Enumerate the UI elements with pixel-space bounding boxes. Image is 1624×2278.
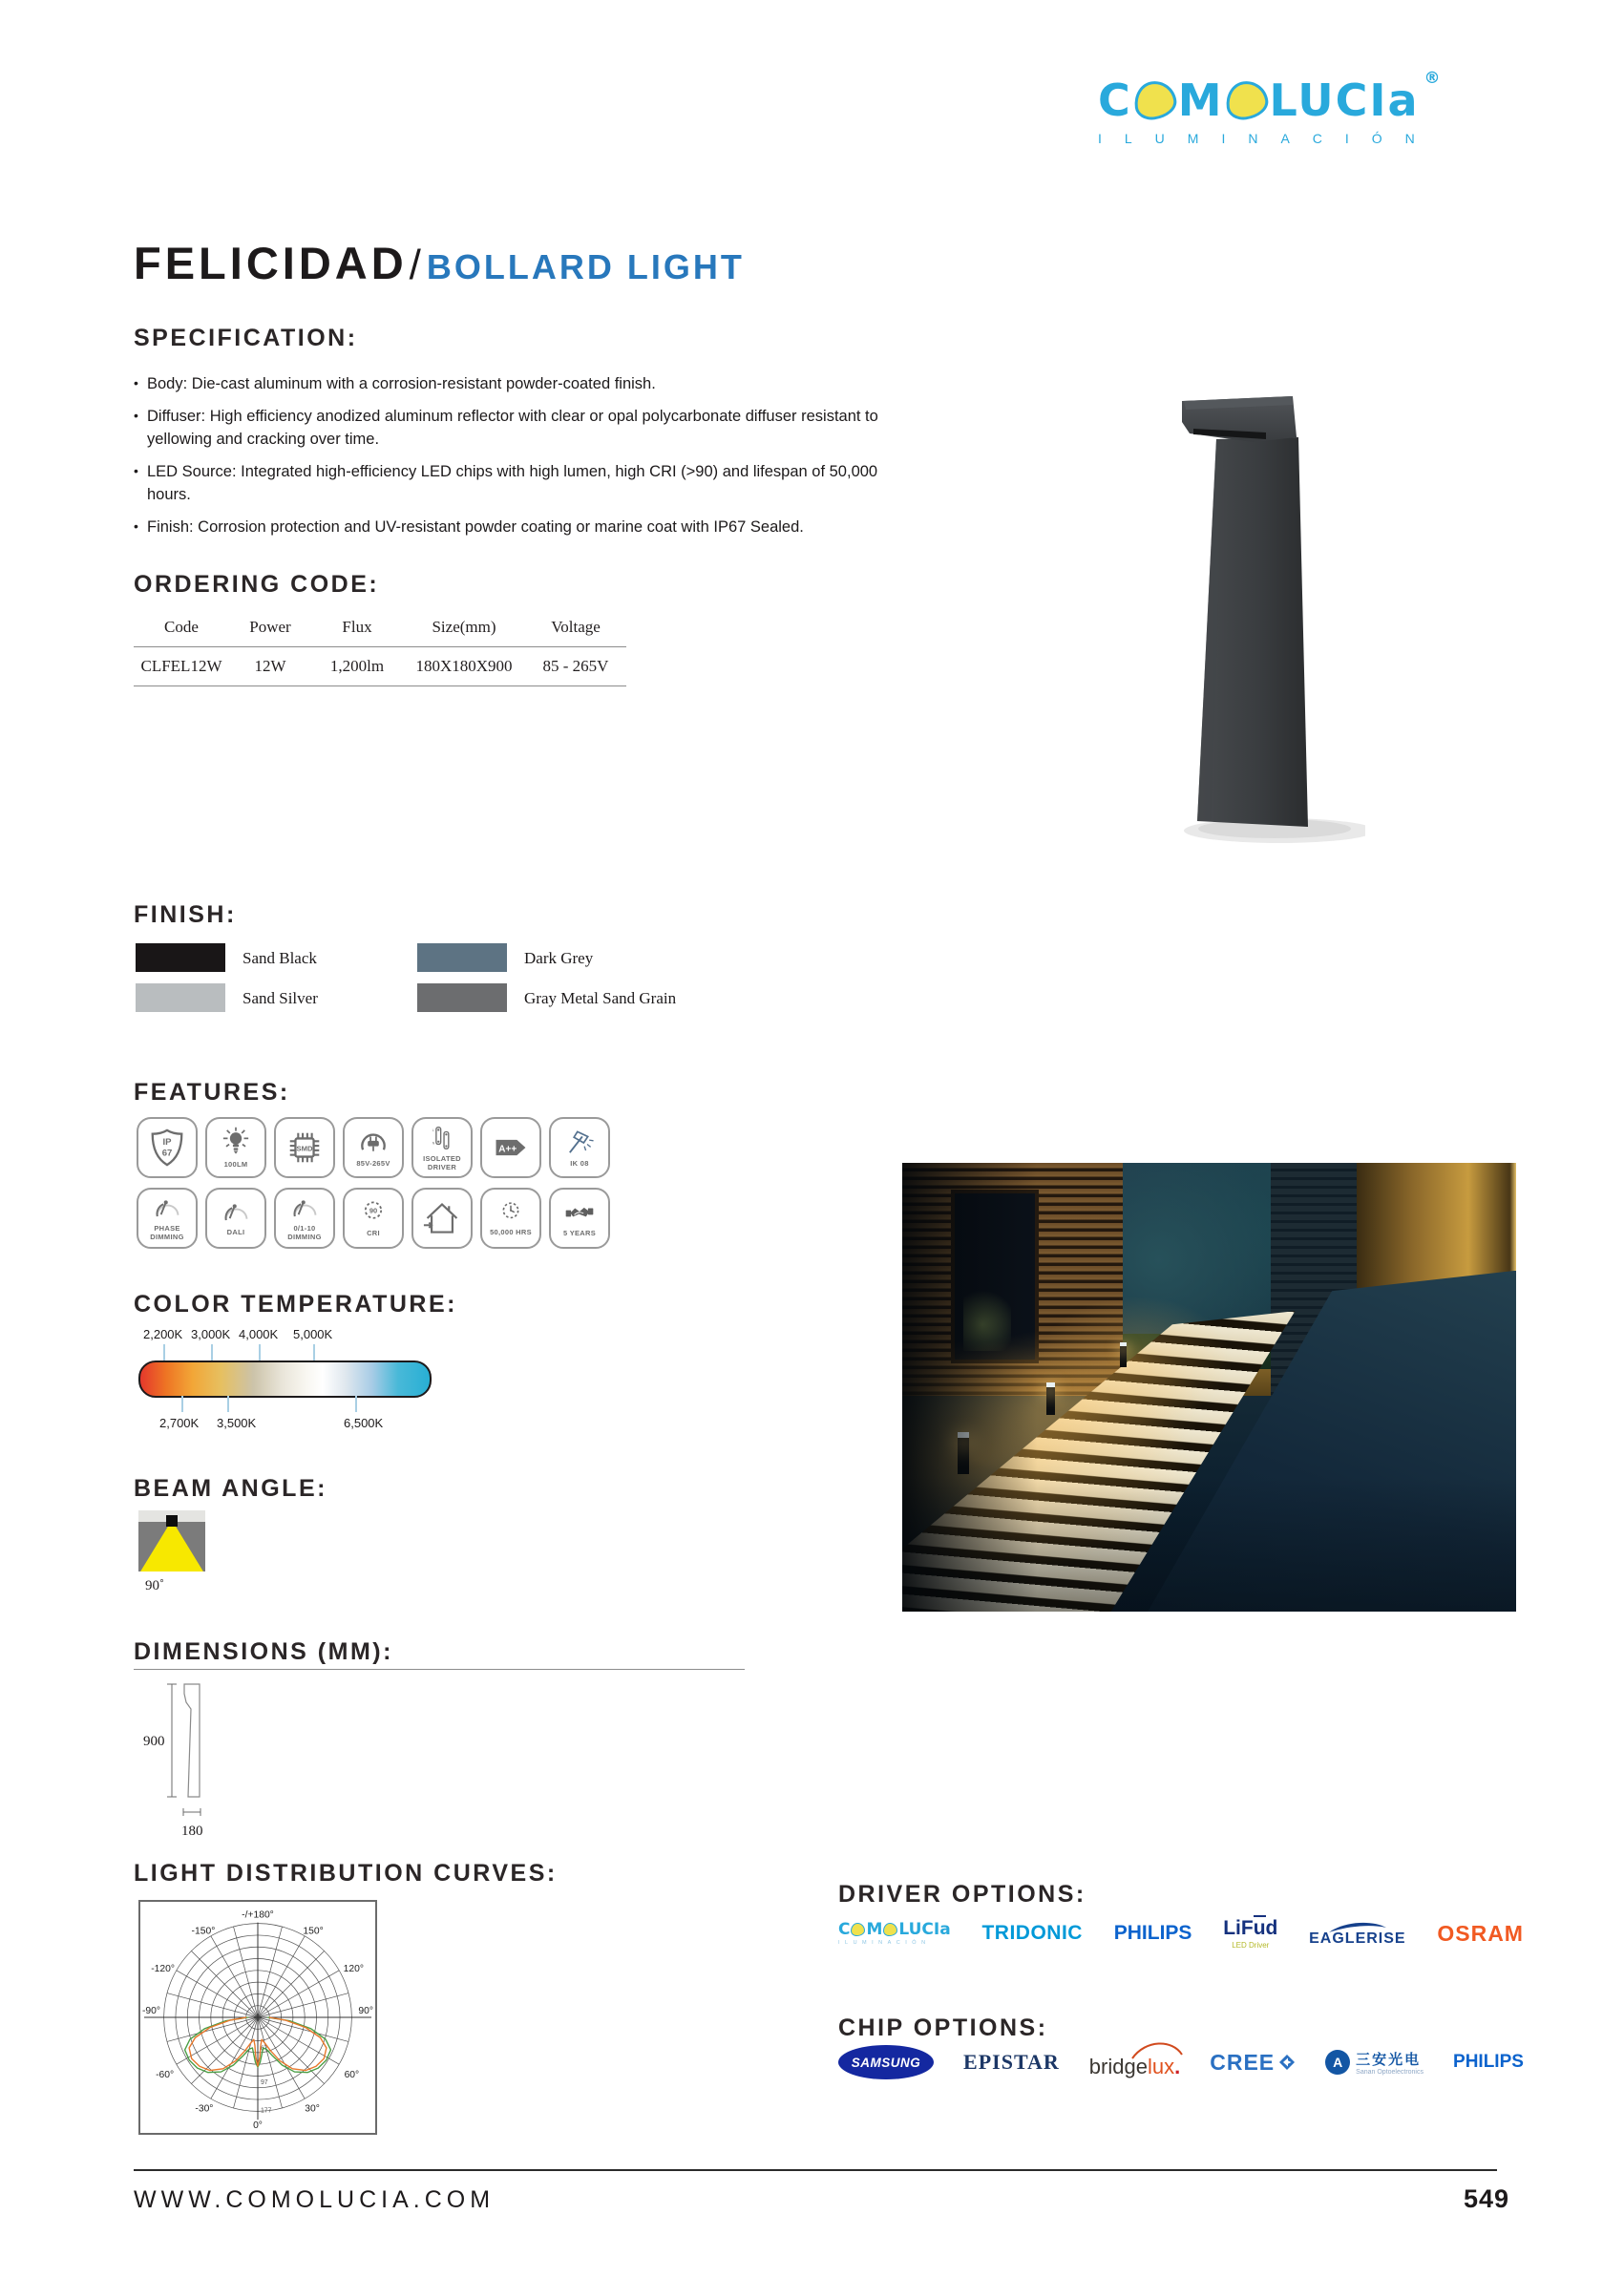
beam-angle-icon <box>138 1510 205 1571</box>
svg-text:A++: A++ <box>498 1144 517 1155</box>
feature-dali <box>205 1188 266 1249</box>
cri-90-icon <box>355 1199 391 1228</box>
logo-letter: LUCIa <box>898 1919 951 1939</box>
logo-lifud <box>1223 1917 1277 1950</box>
light-distribution-chart <box>138 1900 377 2135</box>
svg-text:-150°: -150° <box>191 1926 216 1937</box>
ordering-code-heading: ORDERING CODE: <box>134 571 380 598</box>
logo-eaglerise <box>1309 1920 1405 1948</box>
dimension-sketch <box>134 1677 258 1858</box>
product-name: FELICIDAD <box>134 238 408 288</box>
chip-options-heading: CHIP OPTIONS: <box>838 2014 1048 2041</box>
cell-flux: 1,200lm <box>329 657 385 675</box>
cree-diamond-icon <box>1278 2054 1296 2071</box>
lumen-bulb-icon <box>218 1127 254 1159</box>
logo-o-blob-icon <box>1223 78 1270 122</box>
cct-tick <box>355 1396 357 1412</box>
bollard-illustration <box>1127 372 1365 850</box>
logo-sanan <box>1325 2049 1424 2076</box>
cct-label: 6,500K <box>344 1416 384 1430</box>
lifud-wordmark: LiFud <box>1223 1917 1278 1939</box>
lifud-subtitle: LED Driver <box>1232 1941 1270 1950</box>
logo-cree: CREE <box>1210 2050 1296 2076</box>
table-header-row <box>134 612 626 647</box>
feature-voltage <box>343 1117 404 1178</box>
cct-tick <box>227 1396 229 1412</box>
svg-text:SMD: SMD <box>296 1144 313 1153</box>
color-temperature-heading: COLOR TEMPERATURE: <box>134 1291 457 1318</box>
cct-label: 2,200K <box>143 1327 183 1341</box>
svg-text:-120°: -120° <box>151 1963 176 1974</box>
finish-heading: FINISH: <box>134 901 237 928</box>
polar-diagram <box>140 1902 375 2133</box>
svg-text:900: 900 <box>143 1734 165 1749</box>
dimensions-divider <box>134 1669 745 1670</box>
beam-fixture <box>166 1515 178 1527</box>
title-separator: / <box>409 242 421 288</box>
light-distribution-heading: LIGHT DISTRIBUTION CURVES: <box>134 1860 558 1887</box>
ik08-hammer-icon <box>561 1128 598 1158</box>
feature-lifespan <box>480 1188 541 1249</box>
mini-logo-wordmark <box>838 1919 951 1939</box>
smd-chip-icon <box>285 1128 325 1168</box>
feature-caption: ISOLATED DRIVER <box>423 1153 461 1171</box>
cct-tick <box>211 1344 213 1360</box>
feature-caption: 85V-265V <box>356 1159 390 1168</box>
sanan-text <box>1356 2049 1424 2076</box>
installation-photo <box>902 1163 1516 1612</box>
cct-tick <box>181 1396 183 1412</box>
brand-logo <box>1098 69 1537 146</box>
dimensions-heading: DIMENSIONS (MM): <box>134 1638 393 1665</box>
bridgelux-swoosh-icon <box>1128 2039 1186 2060</box>
svg-text:L: L <box>432 1128 434 1132</box>
spec-bullet: • LED Source: Integrated high-efficiency LED chips with high lumen, high CRI (>90) and lifespan of 50,000 hours. <box>134 461 907 507</box>
dimming-0-1-10-dial-icon <box>287 1196 322 1223</box>
dali-dial-icon <box>219 1200 253 1227</box>
svg-text:67: 67 <box>161 1148 173 1159</box>
cell-power: 12W <box>254 657 286 675</box>
feature-caption: 5 YEARS <box>562 1229 597 1237</box>
warranty-handshake-icon <box>560 1199 599 1228</box>
logo-letter: C <box>838 1919 851 1939</box>
ordering-code-section <box>134 571 626 686</box>
logo-letter: C <box>1098 74 1132 126</box>
footer-website-url[interactable]: WWW.COMOLUCIA.COM <box>134 2186 496 2213</box>
logo-samsung: SAMSUNG <box>838 2045 934 2079</box>
feature-caption: IK 08 <box>570 1159 589 1168</box>
sanan-subtitle: Sanan Optoelectronics <box>1356 2069 1424 2076</box>
feature-ip67 <box>137 1117 198 1178</box>
specification-heading: SPECIFICATION: <box>134 325 358 351</box>
cell-voltage: 85 - 265V <box>542 657 609 675</box>
feature-caption: 100LM <box>223 1160 248 1169</box>
footer-page-number: 549 <box>1463 2184 1509 2213</box>
beam-angle-heading: BEAM ANGLE: <box>134 1475 327 1502</box>
registered-trademark-icon: ® <box>1424 69 1443 88</box>
product-render-image <box>1127 372 1365 850</box>
feature-caption: 0/1-10 DIMMING <box>287 1223 322 1241</box>
logo-tridonic: TRIDONIC <box>981 1922 1083 1944</box>
features-heading: FEATURES: <box>134 1079 290 1106</box>
finish-label: Sand Black <box>243 949 317 967</box>
cct-label: 5,000K <box>293 1327 333 1341</box>
logo-osram: OSRAM <box>1437 1920 1524 1946</box>
cct-tick <box>313 1344 315 1360</box>
beam-angle-value: 90˚ <box>145 1578 164 1593</box>
svg-text:IP: IP <box>162 1137 172 1149</box>
brand-logo-subtitle: ILUMINACIÓN <box>1098 131 1438 146</box>
logo-o-blob-icon <box>1131 78 1178 122</box>
logo-philips-chip: PHILIPS <box>1453 2052 1524 2072</box>
spec-bullet: • Finish: Corrosion protection and UV-resistant powder coating or marine coat with IP67 Sealed. <box>134 517 907 539</box>
cct-tick <box>259 1344 261 1360</box>
cct-label: 2,700K <box>159 1416 200 1430</box>
color-temperature-gradient-bar <box>138 1360 432 1398</box>
column-header-code: Code <box>164 618 199 636</box>
specification-list <box>134 373 907 539</box>
finish-label: Sand Silver <box>243 989 318 1007</box>
logo-o-blob-icon <box>883 1923 897 1936</box>
feature-cri <box>343 1188 404 1249</box>
feature-energy-class <box>480 1117 541 1178</box>
finish-label: Dark Grey <box>524 949 594 967</box>
svg-text:97: 97 <box>260 2078 268 2086</box>
ip67-shield-icon <box>147 1128 187 1168</box>
feature-isolated-driver <box>411 1117 473 1178</box>
product-category: BOLLARD LIGHT <box>426 247 745 286</box>
logo-bridgelux: bridgelux. <box>1089 2045 1180 2079</box>
ordering-code-table <box>134 612 626 686</box>
svg-text:-/+180°: -/+180° <box>242 1909 274 1921</box>
column-header-flux: Flux <box>342 618 372 636</box>
house-icon <box>422 1199 462 1237</box>
photo-vignette <box>902 1163 1516 1612</box>
cell-size: 180X180X900 <box>415 657 513 675</box>
spec-bullet: • Diffuser: High efficiency anodized aluminum reflector with clear or opal polycarbonate diffuser resistant to yellowing and cracking over time. <box>134 406 907 452</box>
dimensions-drawing <box>134 1677 258 1863</box>
column-header-size: Size(mm) <box>432 618 496 636</box>
feature-0-1-10-dimming <box>274 1188 335 1249</box>
cell-code: CLFEL12W <box>140 657 222 675</box>
spec-bullet: • Body: Die-cast aluminum with a corrosion-resistant powder-coated finish. <box>134 373 907 396</box>
svg-text:-30°: -30° <box>195 2103 214 2115</box>
finish-swatch-sand-black <box>136 943 225 972</box>
eaglerise-wordmark: EAGLERISE <box>1309 1930 1406 1947</box>
svg-text:120°: 120° <box>343 1963 365 1974</box>
feature-caption: PHASE DIMMING <box>150 1223 184 1241</box>
svg-text:180: 180 <box>181 1824 203 1839</box>
logo-letter: M <box>866 1919 883 1939</box>
feature-ik08 <box>549 1117 610 1178</box>
driver-options-heading: DRIVER OPTIONS: <box>838 1881 1086 1908</box>
finish-swatch-dark-grey <box>417 943 507 972</box>
lifespan-clock-icon <box>494 1200 528 1227</box>
feature-outdoor <box>411 1188 473 1249</box>
brand-logo-wordmark <box>1098 69 1537 126</box>
logo-epistar: EPISTAR <box>963 2050 1060 2074</box>
specification-section <box>134 325 907 549</box>
svg-text:60°: 60° <box>344 2069 360 2080</box>
column-header-voltage: Voltage <box>551 618 601 636</box>
logo-comolucia-small <box>838 1919 951 1946</box>
svg-text:-60°: -60° <box>156 2069 175 2080</box>
feature-warranty <box>549 1188 610 1249</box>
finish-swatch-sand-silver <box>136 983 225 1012</box>
cct-label: 3,500K <box>217 1416 257 1430</box>
cct-label: 3,000K <box>191 1327 231 1341</box>
table-row <box>134 647 626 686</box>
svg-text:177: 177 <box>260 2107 272 2115</box>
svg-text:N: N <box>432 1140 435 1145</box>
svg-text:90: 90 <box>369 1206 378 1215</box>
feature-caption: CRI <box>367 1229 380 1237</box>
svg-text:-90°: -90° <box>142 2006 161 2017</box>
feature-caption: DALI <box>226 1228 245 1236</box>
feature-phase-dimming <box>137 1188 198 1249</box>
svg-text:30°: 30° <box>305 2103 320 2115</box>
voltage-plug-icon <box>355 1128 391 1158</box>
finish-swatch-gray-metal <box>417 983 507 1012</box>
feature-smd <box>274 1117 335 1178</box>
finish-label: Gray Metal Sand Grain <box>524 989 677 1007</box>
feature-100lm <box>205 1117 266 1178</box>
energy-class-icon <box>490 1128 532 1167</box>
chip-logos-row <box>838 2045 1524 2079</box>
logo-letter: M <box>1177 74 1224 126</box>
svg-text:150°: 150° <box>303 1926 324 1937</box>
cct-tick <box>163 1344 165 1360</box>
logo-o-blob-icon <box>851 1923 865 1936</box>
mini-logo-subtitle: ILUMINACIÓN <box>838 1939 931 1946</box>
logo-letter: LUCIa <box>1269 74 1420 126</box>
svg-text:67: 67 <box>260 2045 268 2053</box>
cct-label: 4,000K <box>239 1327 279 1341</box>
svg-text:0°: 0° <box>253 2120 263 2132</box>
column-header-power: Power <box>249 618 291 636</box>
page-title <box>134 237 745 289</box>
svg-text:90°: 90° <box>358 2006 374 2017</box>
driver-logos-row <box>838 1917 1524 1950</box>
phase-dimming-dial-icon <box>150 1196 184 1223</box>
sanan-badge-icon: A <box>1325 2050 1350 2075</box>
sanan-cn-name: 三安光电 <box>1356 2052 1422 2068</box>
logo-philips: PHILIPS <box>1113 1922 1192 1944</box>
isolated-driver-icon <box>426 1125 458 1153</box>
footer-divider <box>134 2169 1497 2171</box>
feature-caption: 50,000 HRS <box>490 1228 532 1236</box>
